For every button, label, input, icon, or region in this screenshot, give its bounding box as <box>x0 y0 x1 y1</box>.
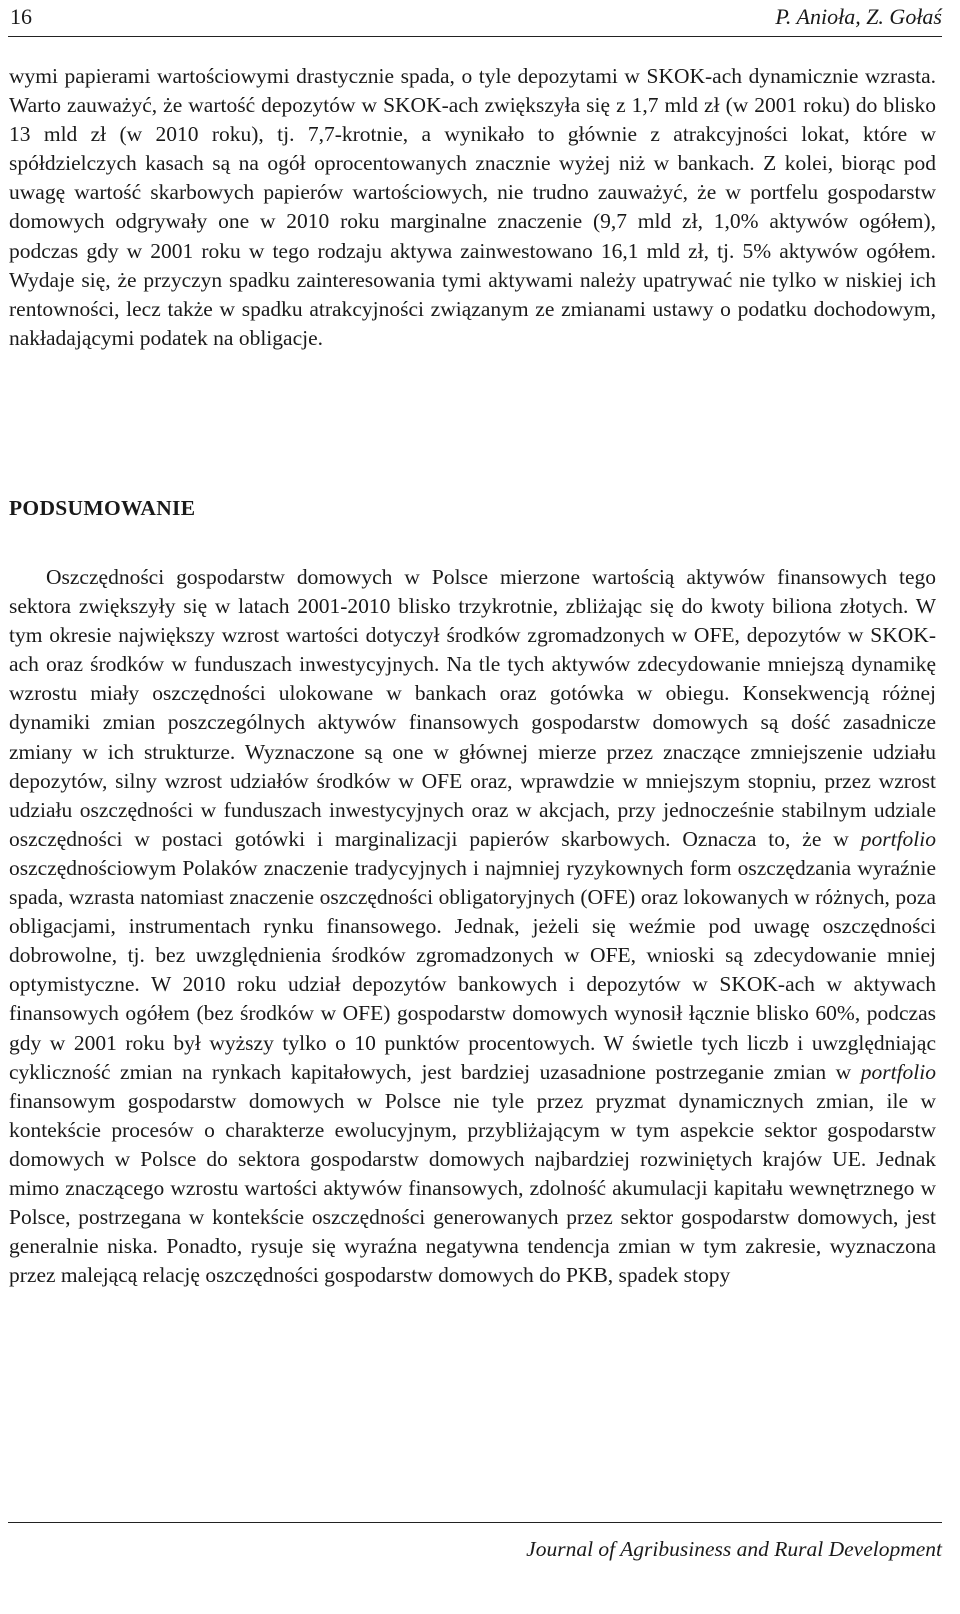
section-heading: PODSUMOWANIE <box>9 496 196 520</box>
italic-term: portfolio <box>860 1059 936 1084</box>
page-number: 16 <box>10 4 32 29</box>
paragraph: wymi papierami wartościowymi drastycznie spada, o tyle depozytami w SKOK-ach dynamicznie wzrasta. Warto zauważyć, że wartość depozytów w SKOK-ach zwiększyła się z 1,7 mld zł (w 2001 roku) do blisko 13 mld zł (w 2010 roku), tj. 7,7-krotnie, a wynikało to głównie z atrakcyjności lokat, które w spółdzielczych kasach są na ogół oprocentowanych znacznie wyżej niż w bankach. Z kolei, biorąc pod uwagę wartość skarbowych papierów wartościowych, nie trudno zauważyć, że w portfelu gospodarstw domowych odgrywały one w 2010 roku marginalne znaczenie (9,7 mld zł, 1,0% aktywów ogółem), podczas gdy w 2001 roku w tego rodzaju aktywa zainwestowano 16,1 mld zł, tj. 5% aktywów ogółem. Wydaje się, że przyczyn spadku zainteresowania tymi aktywami należy upatrywać nie tylko w niskiej ich rentowności, lecz także w spadku atrakcyjności związanym ze zmianami ustawy o podatku dochodowym, nakładającymi podatek na obligacje. <box>9 64 936 350</box>
body-text-continued <box>9 62 936 353</box>
running-head-authors: P. Anioła, Z. Gołaś <box>775 4 942 29</box>
page-footer <box>8 1522 942 1561</box>
journal-name: Journal of Agribusiness and Rural Development <box>526 1537 942 1561</box>
paragraph: Oszczędności gospodarstw domowych w Polsce mierzone wartością aktywów finansowych tego sektora zwiększyły się w latach 2001-2010 blisko trzykrotnie, zbliżając się do kwoty biliona złotych. W tym okresie największy wzrost wartości dotyczył środków zgromadzonych w OFE, depozytów w SKOK-ach oraz środków w funduszach inwestycyjnych. Na tle tych aktywów zdecydowanie mniejszą dynamikę wzrostu miały oszczędności ulokowane w bankach oraz gotówka w obiegu. Konsekwencją różnej dynamiki zmian poszczególnych aktywów finansowych gospodarstw domowych są dość zasadnicze zmiany w ich strukturze. Wyznaczone są one w głównej mierze przez znaczące zmniejszenie udziału depozytów, silny wzrost udziałów środków w OFE oraz, wprawdzie w mniejszym stopniu, przez wzrost udziału oszczędności w funduszach inwestycyjnych oraz w akcjach, przy jednocześnie stabilnym udziale oszczędności w postaci gotówki i marginalizacji papierów skarbowych. Oznacza to, że w portfolio oszczędnościowym Polaków znaczenie tradycyjnych i najmniej ryzykownych form oszczędzania wyraźnie spada, wzrasta natomiast znaczenie oszczędności obligatoryjnych (OFE) oraz lokowanych w różnych, poza obligacjami, instrumentach rynku finansowego. Jednak, jeżeli się weźmie pod uwagę oszczędności dobrowolne, tj. bez uwzględnienia środków zgromadzonych w OFE, wnioski są zdecydowanie mniej optymistyczne. W 2010 roku udział depozytów bankowych i depozytów w SKOK-ach w aktywach finansowych ogółem (bez środków w OFE) gospodarstw domowych wynosił łącznie blisko 60%, podczas gdy w 2001 roku był wyższy tylko o 10 punktów procentowych. W świetle tych liczb i uwzględniając cykliczność zmian na rynkach kapitałowych, jest bardziej uzasadnione postrzeganie zmian w portfolio finansowym gospodarstw domowych w Polsce nie tyle przez pryzmat dynamicznych zmian, ile w kontekście procesów o charakterze ewolucyjnym, przybliżającym w tym aspekcie sektor gospodarstw domowych w Polsce do sektora gospodarstw domowych najbardziej rozwiniętych krajów UE. Jednak mimo znaczącego wzrostu wartości aktywów finansowych, zdolność akumulacji kapitału wewnętrznego w Polsce, postrzegana w kontekście oszczędności generowanych przez sektor gospodarstw domowych, jest generalnie niska. Ponadto, rysuje się wyraźna negatywna tendencja zmian w tym zakresie, wyznaczona przez malejącą relację oszczędności gospodarstw domowych do PKB, spadek stopy <box>9 565 936 1288</box>
body-text-summary <box>9 563 936 1290</box>
italic-term: portfolio <box>860 826 936 851</box>
page-header <box>8 2 942 37</box>
